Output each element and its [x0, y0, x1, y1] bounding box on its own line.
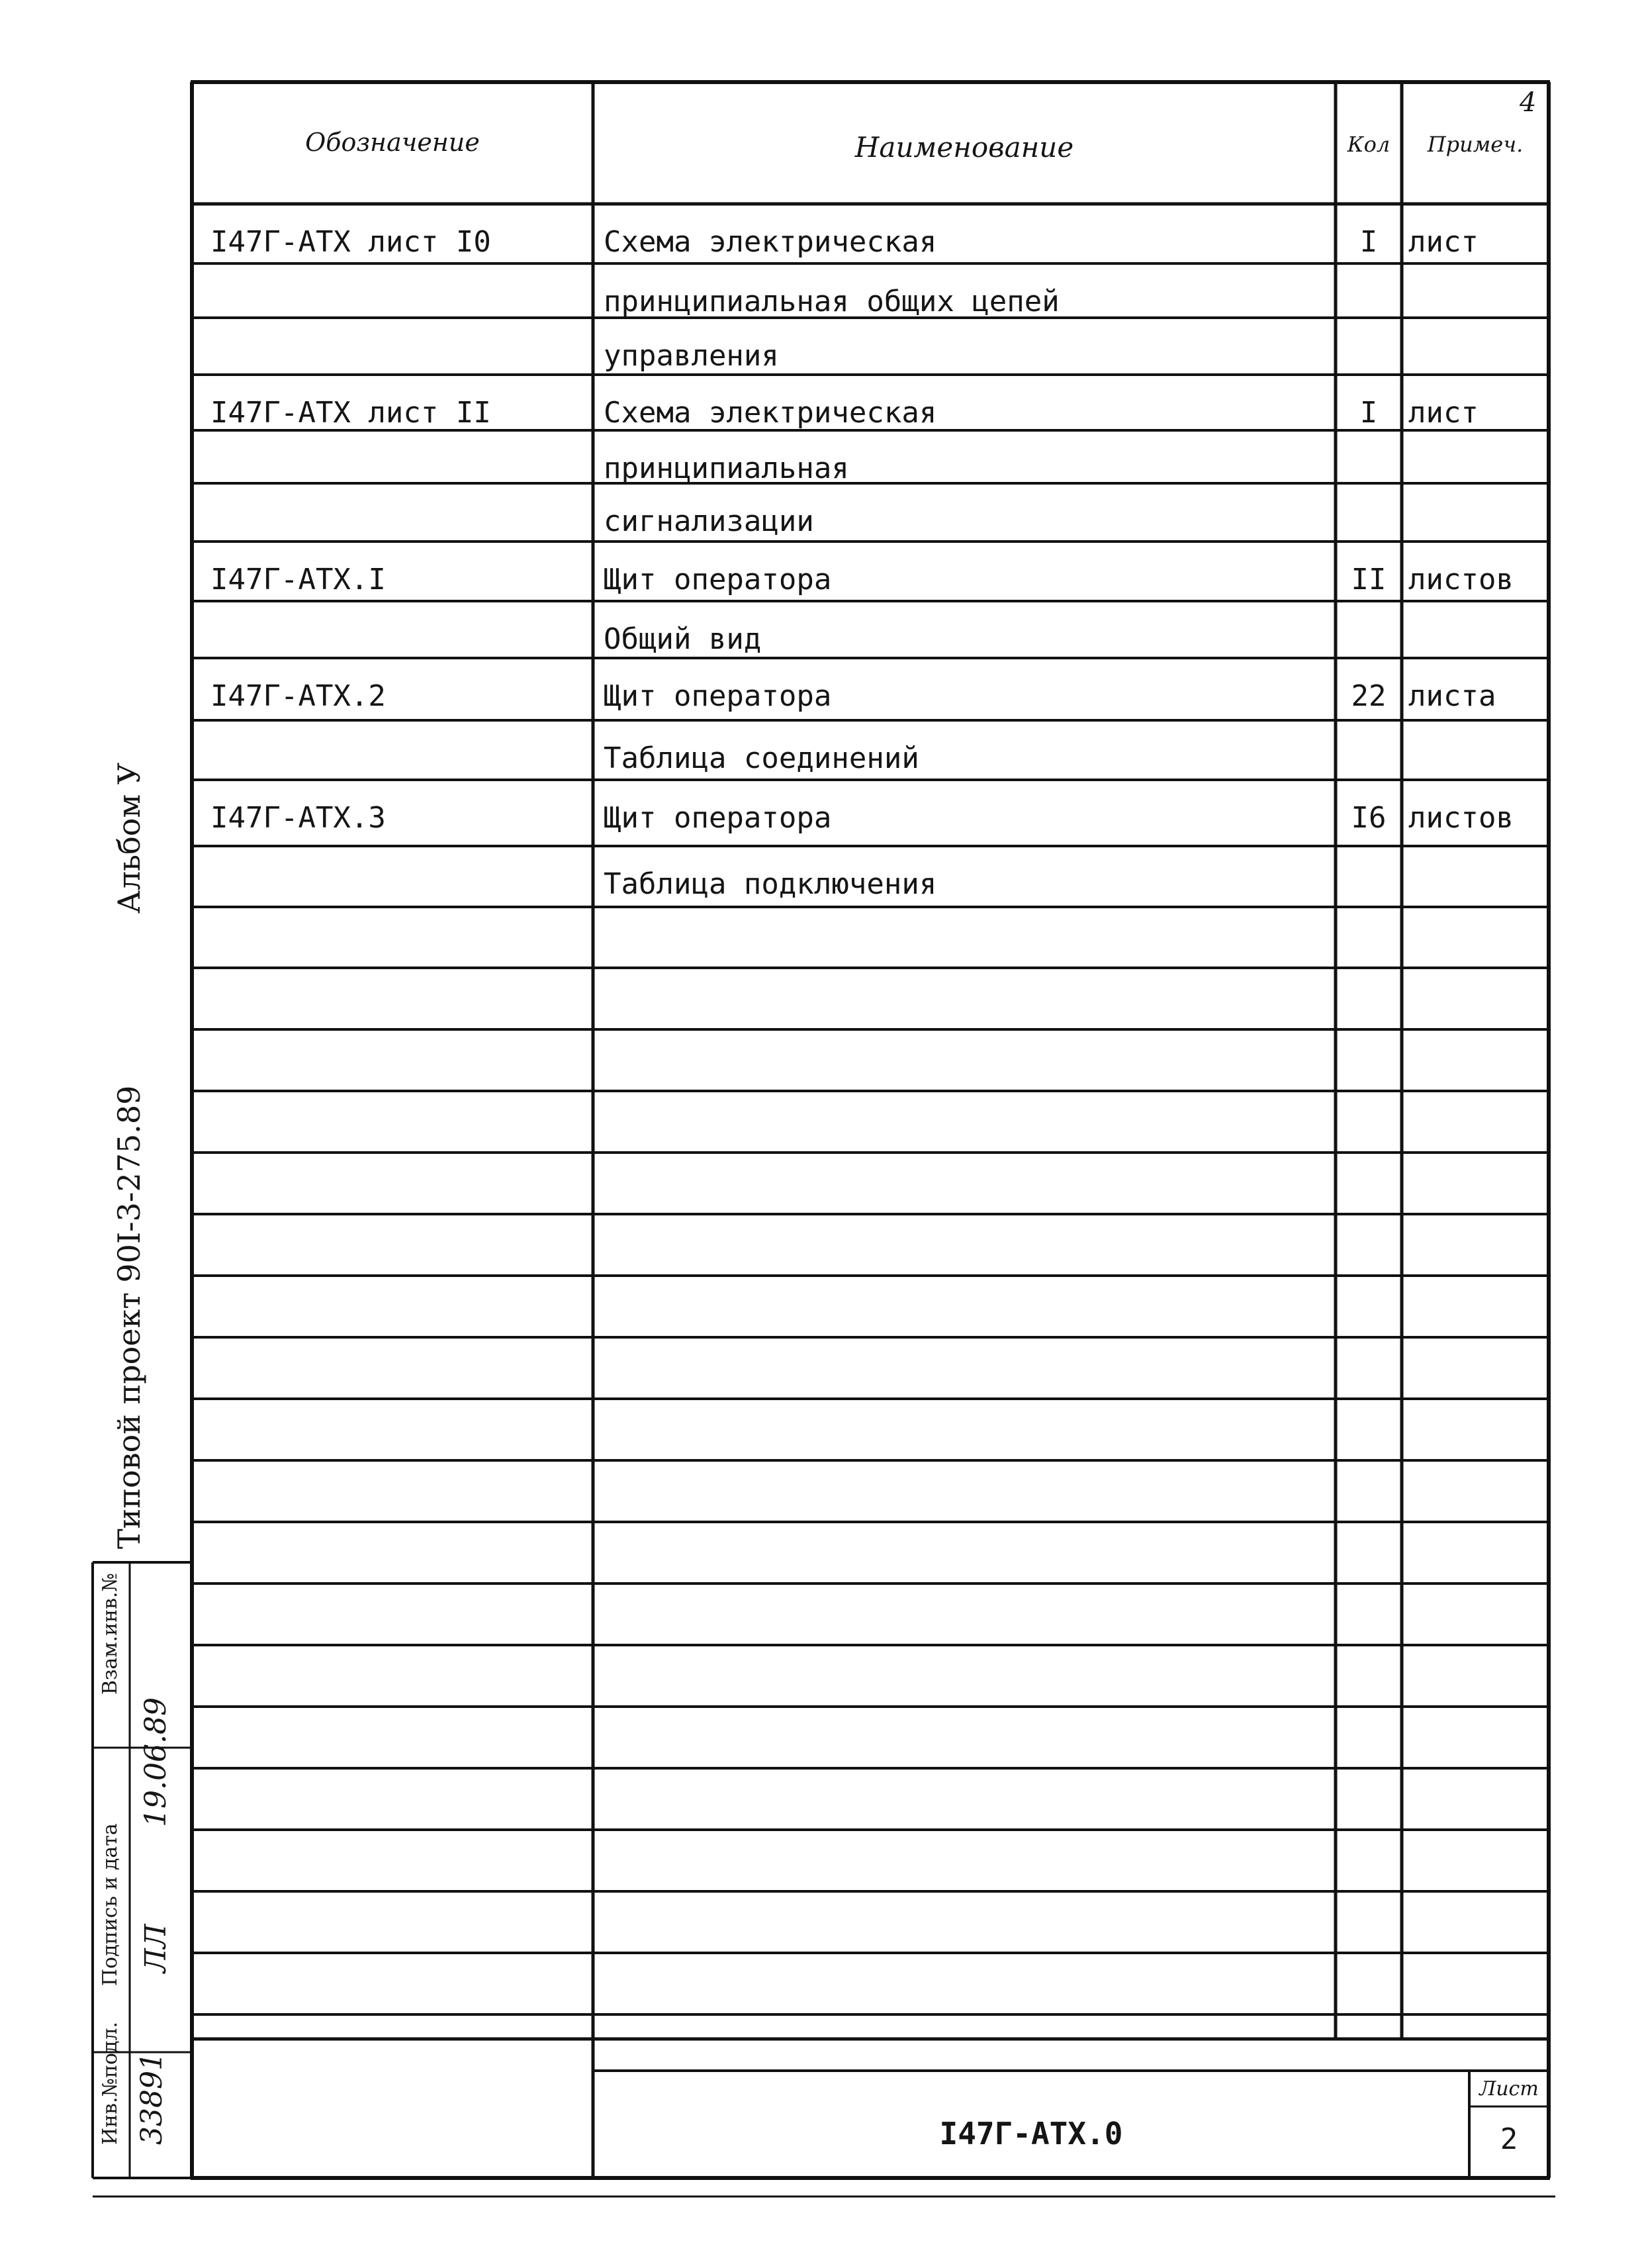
note-cell: листов — [1408, 801, 1514, 835]
name-cell: принципиальная — [604, 451, 849, 485]
signature-value: ЛЛ — [139, 1924, 173, 1973]
name-cell: принципиальная общих цепей — [604, 285, 1060, 318]
header-note: Примеч. — [1427, 132, 1524, 157]
header-designation: Обозначение — [305, 128, 480, 157]
name-cell: Щит оператора — [604, 563, 832, 596]
qty-cell: I6 — [1351, 801, 1387, 835]
name-cell: Схема электрическая — [604, 225, 937, 259]
note-cell: лист — [1408, 396, 1479, 430]
sheet-label: Лист — [1479, 2077, 1539, 2101]
name-cell: Схема электрическая — [604, 396, 937, 430]
signature-date-value: 19.06.89 — [139, 1697, 173, 1827]
name-cell: Щит оператора — [604, 801, 832, 835]
document-code: I47Г-АТХ.0 — [939, 2116, 1123, 2151]
note-cell: листов — [1408, 563, 1514, 596]
qty-cell: I — [1359, 396, 1378, 430]
name-cell: сигнализации — [604, 504, 814, 538]
qty-cell: 22 — [1351, 679, 1387, 713]
header-name: Наименование — [854, 131, 1074, 164]
designation-cell: I47Г-АТХ лист I0 — [210, 225, 491, 259]
qty-cell: II — [1351, 563, 1387, 596]
name-cell: Общий вид — [604, 622, 762, 656]
replace-inventory-label: Взам.инв.№ — [99, 1573, 122, 1695]
designation-cell: I47Г-АТХ.2 — [210, 679, 386, 713]
designation-cell: I47Г-АТХ.I — [210, 563, 386, 596]
note-cell: листа — [1408, 679, 1496, 713]
designation-cell: I47Г-АТХ лист II — [210, 396, 491, 430]
sheet-number: 2 — [1500, 2122, 1518, 2156]
qty-cell: I — [1359, 225, 1378, 259]
note-cell: лист — [1408, 225, 1479, 259]
signature-date-label: Подпись и дата — [99, 1823, 122, 1986]
name-cell: Щит оператора — [604, 679, 832, 713]
project-label: Типовой проект 90I-3-275.89 — [111, 1085, 147, 1549]
designation-cell: I47Г-АТХ.3 — [210, 801, 386, 835]
name-cell: управления — [604, 339, 779, 373]
name-cell: Таблица подключения — [604, 867, 937, 901]
corner-mark: 4 — [1520, 87, 1537, 118]
inventory-number-value: 33891 — [135, 2052, 169, 2145]
inventory-number-label: Инв.№подл. — [99, 2021, 122, 2145]
header-qty: Кол — [1347, 132, 1391, 157]
name-cell: Таблица соединений — [604, 741, 919, 775]
album-label: Альбом У — [111, 762, 147, 914]
